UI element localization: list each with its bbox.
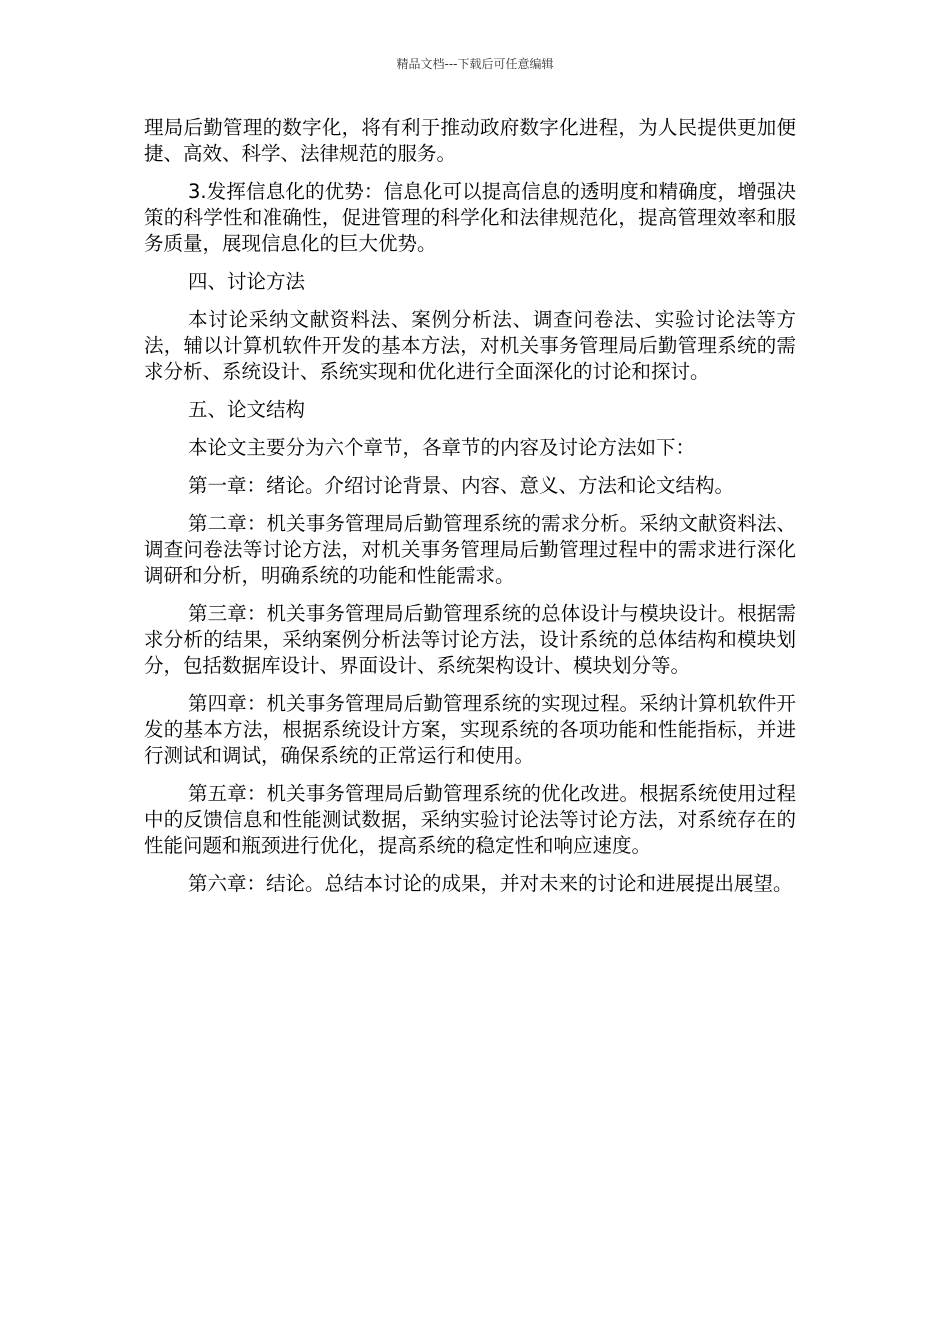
paragraph-structure-intro: 本论文主要分为六个章节，各章节的内容及讨论方法如下： — [188, 436, 696, 459]
paragraph-chapter-3: 第三章：机关事务管理局后勤管理系统的总体设计与模块设计。根据需求分析的结果，采纳案例分析法等讨论方法，设计系统的总体结构和模块划分，包括数据库设计、界面设计、系统架构设计、模块划分等。 — [144, 602, 796, 677]
page-header: 精品文档---下载后可任意编辑 — [396, 57, 554, 71]
section-heading-methods: 四、讨论方法 — [188, 270, 306, 293]
paragraph-chapter-1: 第一章：绪论。介绍讨论背景、内容、意义、方法和论文结构。 — [188, 474, 735, 497]
section-heading-structure: 五、论文结构 — [188, 398, 306, 421]
paragraph-methods: 本讨论采纳文献资料法、案例分析法、调查问卷法、实验讨论法等方法，辅以计算机软件开发的基本方法，对机关事务管理局后勤管理系统的需求分析、系统设计、系统实现和优化进行全面深化的讨论和探讨。 — [144, 308, 796, 383]
paragraph-chapter-5: 第五章：机关事务管理局后勤管理系统的优化改进。根据系统使用过程中的反馈信息和性能测试数据，采纳实验讨论法等讨论方法，对系统存在的性能问题和瓶颈进行优化，提高系统的稳定性和响应速度。 — [144, 782, 796, 857]
paragraph-chapter-2: 第二章：机关事务管理局后勤管理系统的需求分析。采纳文献资料法、调查问卷法等讨论方法，对机关事务管理局后勤管理过程中的需求进行深化调研和分析，明确系统的功能和性能需求。 — [144, 512, 796, 587]
document-body — [144, 115, 796, 909]
paragraph-chapter-4: 第四章：机关事务管理局后勤管理系统的实现过程。采纳计算机软件开发的基本方法，根据系统设计方案，实现系统的各项功能和性能指标，并进行测试和调试，确保系统的正常运行和使用。 — [144, 692, 796, 767]
paragraph-chapter-6: 第六章：结论。总结本讨论的成果，并对未来的讨论和进展提出展望。 — [188, 872, 793, 895]
paragraph-continuation: 理局后勤管理的数字化，将有利于推动政府数字化进程，为人民提供更加便捷、高效、科学、法律规范的服务。 — [144, 116, 796, 165]
paragraph-advantage: 3.发挥信息化的优势：信息化可以提高信息的透明度和精确度，增强决策的科学性和准确性，促进管理的科学化和法律规范化，提高管理效率和服务质量，展现信息化的巨大优势。 — [144, 180, 796, 255]
